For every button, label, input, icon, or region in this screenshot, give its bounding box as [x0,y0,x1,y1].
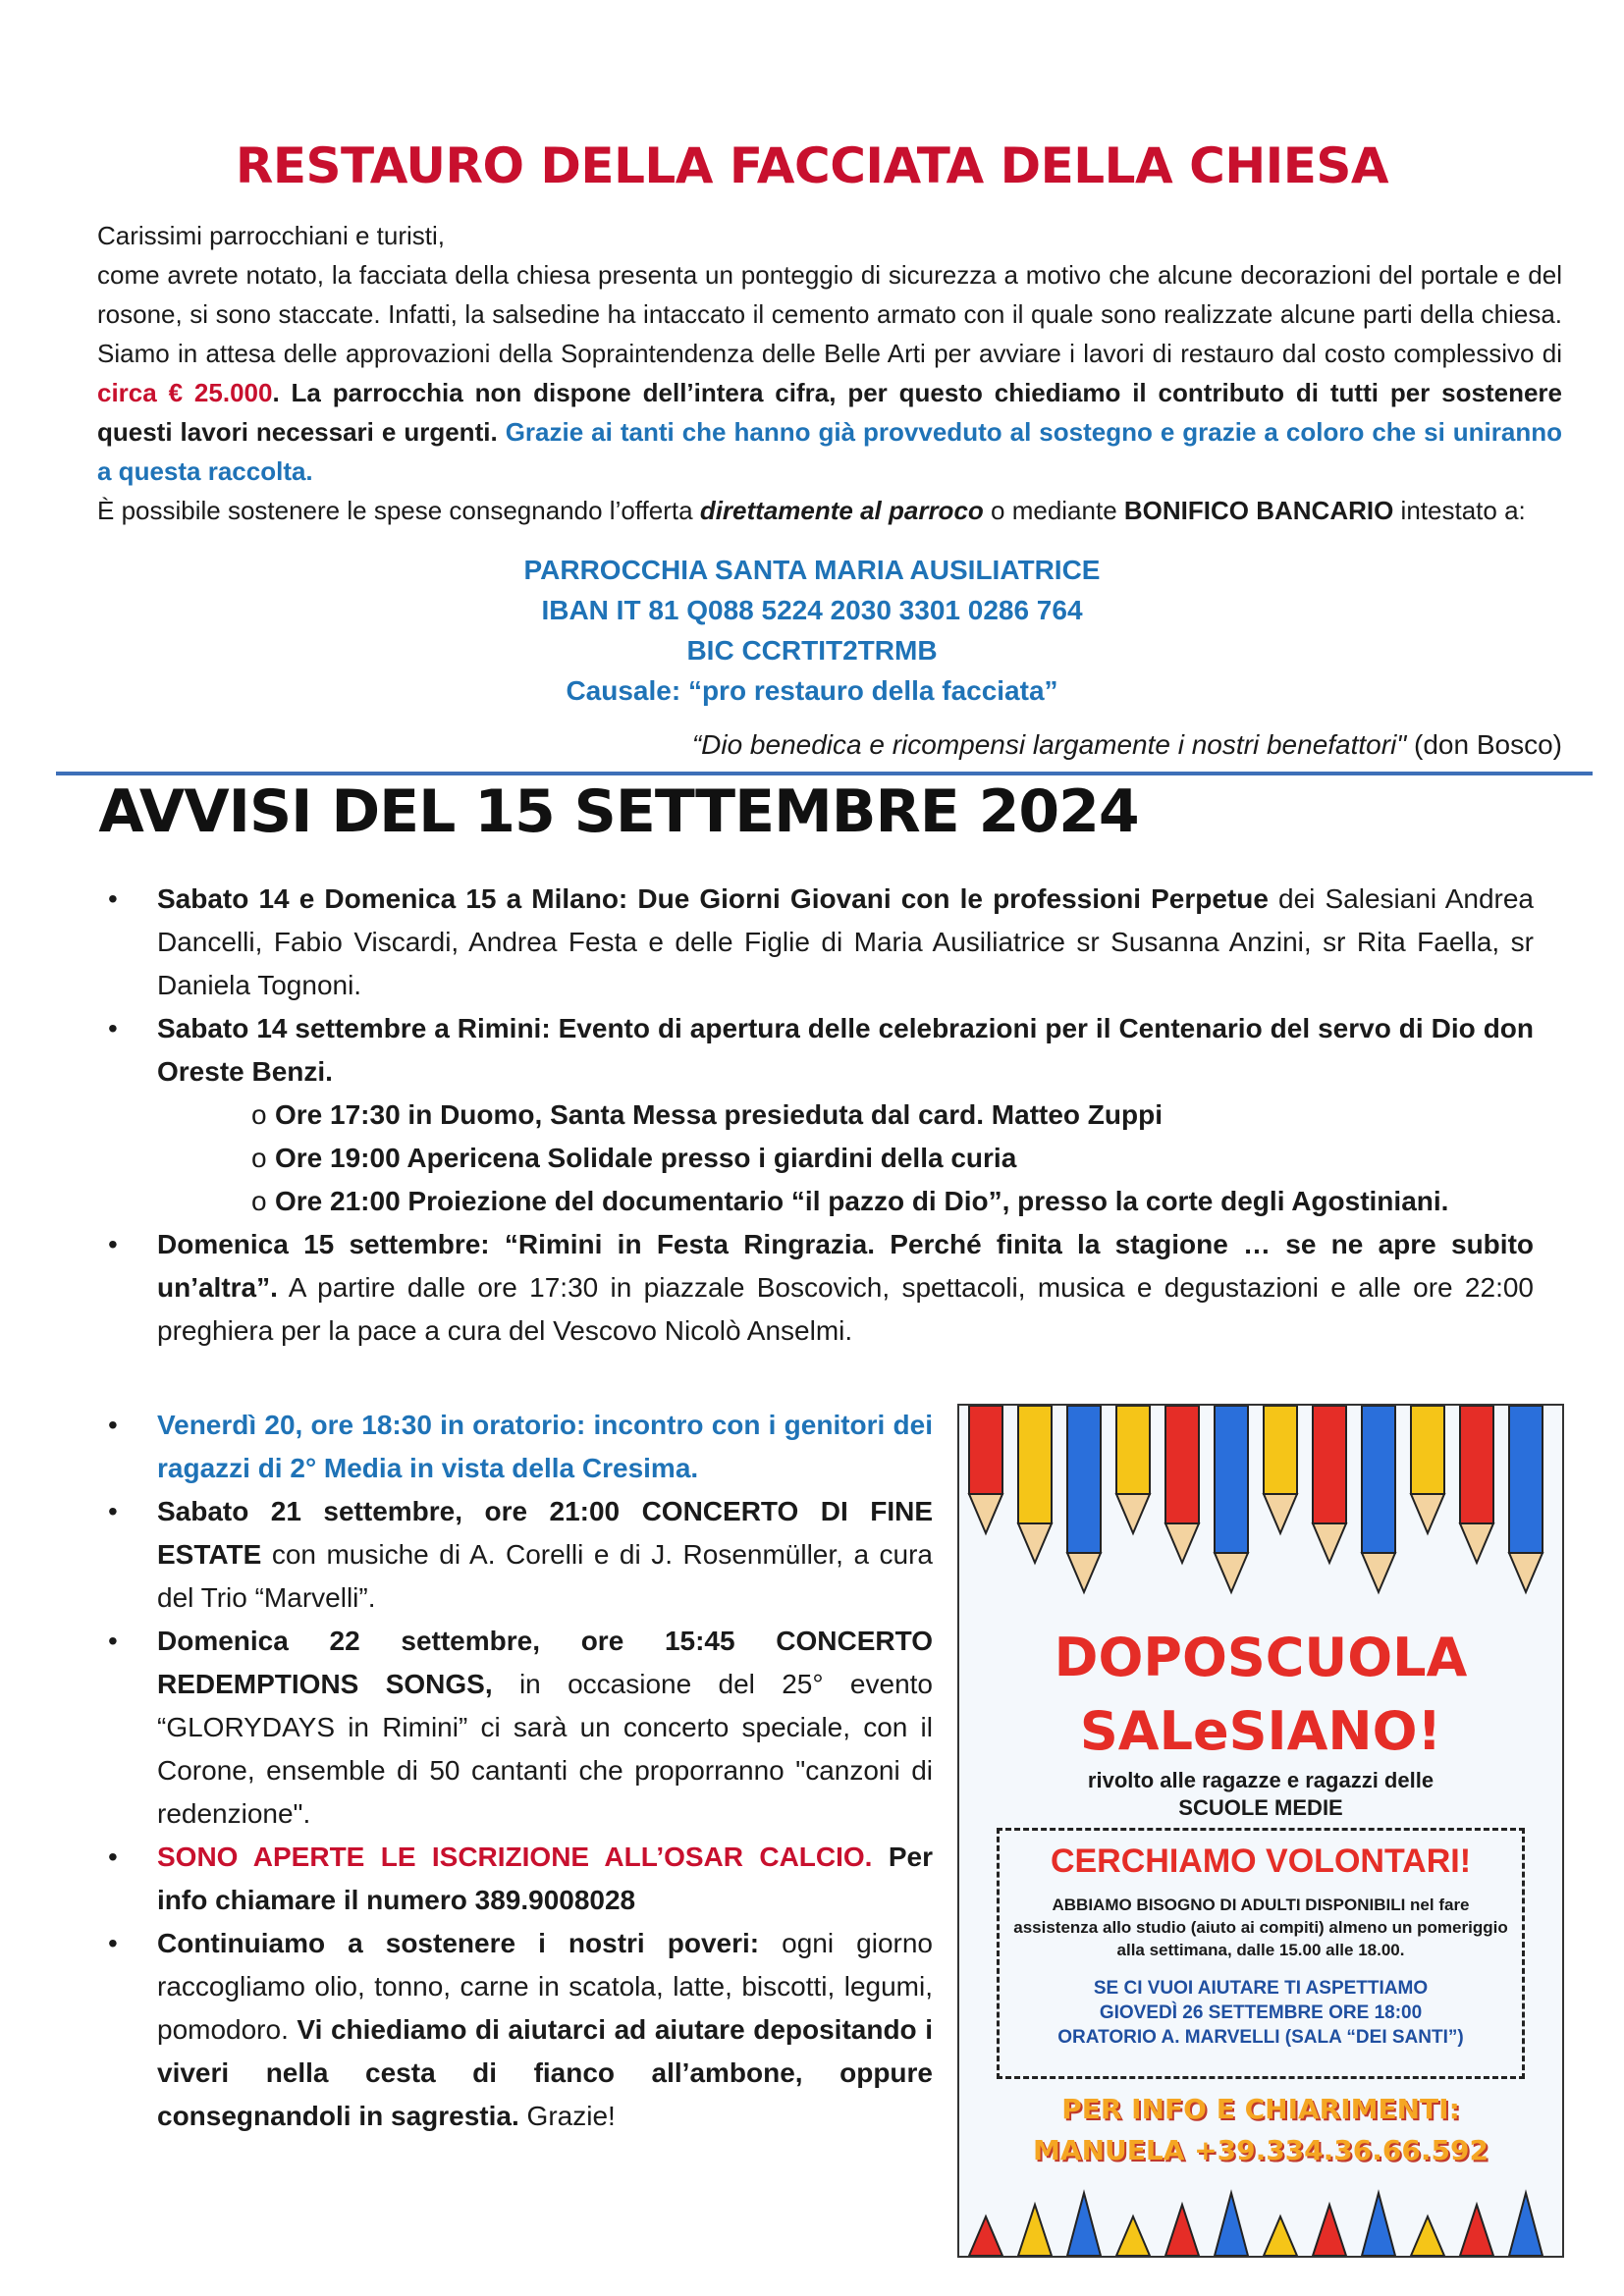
doposcuola-poster [957,1404,1564,2258]
sub-marker: o [251,1143,267,1173]
pencil-shape [969,1406,1002,1494]
item-bold: Sabato 14 e Domenica 15 a Milano: Due Giorni Giovani con le professioni Perpetue [157,883,1269,914]
sub-text: Ore 21:00 Proiezione del documentario “il pazzo di Dio”, presso la corte degli Agostiniani. [275,1186,1449,1216]
pencil-shape [1362,1406,1395,1553]
pencil-shape [1460,1406,1493,1523]
item-bold: Domenica 15 settembre: “Rimini in Festa Ringrazia. Perché finita la stagione … se ne apre subito un’altra”. [157,1229,1534,1303]
pencil-tip [1215,1553,1248,1592]
pencil-tip [969,2216,1002,2256]
meeting-line: ORATORIO A. MARVELLI (SALA “DEI SANTI”) [1057,2027,1464,2048]
sub-marker: o [251,1186,267,1216]
volunteer-meeting [1009,1976,1512,2050]
item-red: SONO APERTE LE ISCRIZIONE ALL’OSAR CALCIO. [157,1842,873,1872]
pencil-tip [1313,1523,1346,1563]
poster-sub-2: SCUOLE MEDIE [1178,1795,1343,1820]
pencil-shape [1018,1406,1052,1523]
support-c: intestato a: [1393,496,1526,525]
sub-item [108,1094,1534,1137]
list-item [108,1490,933,1620]
pencils-bottom-icon [959,2171,1562,2256]
pencil-tip [1313,2205,1346,2256]
bank-line: BIC CCRTIT2TRMB [686,635,938,666]
sub-item [108,1137,1534,1180]
body-a: come avrete notato, la facciata della chiesa presenta un ponteggio di sicurezza a motivo che alcune decorazioni del portale e del rosone, si sono staccate. Infatti, la salsedine ha intaccato il cemento armato con il quale sono realizzate alcune parti della chiesa. Siamo in attesa delle approvazioni della Sopraintendenza delle Belle Arti per avviare i lavori di restauro dal costo complessivo di [97,260,1562,368]
page-title-restauro: RESTAURO DELLA FACCIATA DELLA CHIESA [235,137,1389,194]
sub-item [108,1180,1534,1223]
pencil-tip [1018,1523,1052,1563]
support-a: È possibile sostenere le spese consegnando l’offerta [97,496,700,525]
meeting-line: GIOVEDÌ 26 SETTEMBRE ORE 18:00 [1099,2002,1423,2023]
pencil-tip [1460,2205,1493,2256]
poster-sub-1: rivolto alle ragazze e ragazzi delle [1087,1768,1435,1792]
list-item [108,1007,1534,1094]
support-bold: BONIFICO BANCARIO [1123,496,1394,525]
support-text [97,491,1562,530]
restauro-text [97,216,1562,530]
list-item [108,1223,1534,1353]
item-bold: Sabato 21 settembre, ore 21:00 CONCERTO DI FINE ESTATE [157,1496,933,1570]
sub-marker: o [251,1099,267,1130]
pencil-shape [1411,1406,1444,1494]
sub-text: Ore 19:00 Apericena Solidale presso i giardini della curia [275,1143,1017,1173]
pencil-tip [1165,1523,1199,1563]
item-bold: Continuiamo a sostenere i nostri poveri: [157,1928,760,1958]
pencil-tip [1116,1494,1150,1533]
quote-text: “Dio benedica e ricompensi largamente i nostri benefattori" [691,729,1407,760]
pencil-shape [1509,1406,1543,1553]
volunteer-text: ABBIAMO BISOGNO DI ADULTI DISPONIBILI nel fare assistenza allo studio (aiuto ai compiti) almeno un pomeriggio alla settimana, dalle 15.00 alle 18.00. [1013,1896,1508,1959]
item-blue: Venerdì 20, ore 18:30 in oratorio: incontro con i genitori dei ragazzi di 2° Media in vista della Cresima. [157,1410,933,1483]
sub-text: Ore 17:30 in Duomo, Santa Messa presieduta dal card. Matteo Zuppi [275,1099,1163,1130]
pencil-shape [1067,1406,1101,1553]
bank-line: IBAN IT 81 Q088 5224 2030 3301 0286 764 [541,595,1083,625]
meeting-line: SE CI VUOI AIUTARE TI ASPETTIAMO [1093,1978,1429,1999]
pencil-shape [1165,1406,1199,1523]
thanks-text: Grazie ai tanti che hanno già provveduto al sostegno e grazie a coloro che si uniranno a questa raccolta. [97,417,1562,486]
pencil-tip [1116,2216,1150,2256]
pencil-tip [1067,2193,1101,2256]
pencil-tip [1509,1553,1543,1592]
pencil-shape [1215,1406,1248,1553]
pencil-tip [1411,2216,1444,2256]
bank-details [0,550,1624,711]
pencil-tip [1067,1553,1101,1592]
volunteer-heading: CERCHIAMO VOLONTARI! [1050,1842,1472,1880]
poster-info-heading: PER INFO E CHIARIMENTI: [1061,2093,1460,2125]
pencil-shape [1264,1406,1297,1494]
support-italic: direttamente al parroco [699,496,984,525]
pencil-tip [1460,1523,1493,1563]
support-b: o mediante [983,496,1124,525]
bank-line: PARROCCHIA SANTA MARIA AUSILIATRICE [523,555,1101,585]
item-bold: Per info chiamare il numero 389.9008028 [157,1842,933,1915]
item-bold: Vi chiediamo di aiutarci ad aiutare depositando i viveri nella cesta di fianco all’ambone, oppure consegnandoli in sagrestia. [157,2014,933,2131]
item-text: ogni giorno raccogliamo olio, tonno, carne in scatola, latte, biscotti, legumi, pomodoro. [157,1928,933,2045]
quote-author: (don Bosco) [1406,729,1562,760]
list-item [108,878,1534,1007]
pencil-shape [1116,1406,1150,1494]
pencil-tip [1264,2216,1297,2256]
item-text: Grazie! [518,2101,616,2131]
section-divider [56,772,1593,775]
page-title-avvisi: AVVISI DEL 15 SETTEMBRE 2024 [98,777,1139,846]
item-bold: Sabato 14 settembre a Rimini: Evento di apertura delle celebrazioni per il Centenario del servo di Dio don Oreste Benzi. [157,1013,1534,1087]
poster-info-phone: MANUELA +39.334.36.66.592 [1033,2134,1489,2166]
pencils-top-icon [959,1406,1562,1602]
body-b: . La parrocchia non dispone dell’intera cifra, per questo chiediamo il contributo di tutti per sostenere questi lavori necessari e urgenti. [97,378,1563,447]
list-item [108,1620,933,1836]
list-item [108,1404,933,1490]
pencil-tip [1411,1494,1444,1533]
item-text: dei Salesiani Andrea Dancelli, Fabio Viscardi, Andrea Festa e delle Figlie di Maria Ausiliatrice sr Susanna Anzini, sr Rita Faella, sr Daniela Tognoni. [157,883,1534,1000]
pencil-tip [1264,1494,1297,1533]
avvisi-list-full [108,878,1534,1353]
list-item [108,1836,933,1922]
don-bosco-quote [692,729,1562,761]
pencil-tip [1165,2205,1199,2256]
pencil-tip [969,1494,1002,1533]
item-text: con musiche di A. Corelli e di J. Rosenmüller, a cura del Trio “Marvelli”. [157,1539,933,1613]
item-text: A partire dalle ore 17:30 in piazzale Boscovich, spettacoli, musica e degustazioni e alle ore 22:00 preghiera per la pace a cura del Vescovo Nicolò Anselmi. [157,1272,1534,1346]
item-bold: Domenica 22 settembre, ore 15:45 CONCERTO REDEMPTIONS SONGS, [157,1626,933,1699]
volunteer-box [997,1828,1525,2079]
avvisi-list-narrow [108,1404,933,2138]
greeting: Carissimi parrocchiani e turisti, [97,221,445,250]
pencil-tip [1362,1553,1395,1592]
pencil-shape [1313,1406,1346,1523]
pencil-tip [1215,2193,1248,2256]
item-text: in occasione del 25° evento “GLORYDAYS in Rimini” ci sarà un concerto speciale, con il Corone, ensemble di 50 cantanti che proporranno "canzoni di redenzione". [157,1669,933,1829]
poster-title-2: SALeSIANO! [1079,1700,1442,1762]
cost-amount: circa € 25.000 [97,378,273,407]
poster-title-1: DOPOSCUOLA [1054,1627,1468,1688]
list-item [108,1922,933,2138]
restauro-body [97,255,1562,491]
pencil-tip [1362,2193,1395,2256]
pencil-tip [1509,2193,1543,2256]
bank-line: Causale: “pro restauro della facciata” [566,675,1058,706]
pencil-tip [1018,2205,1052,2256]
